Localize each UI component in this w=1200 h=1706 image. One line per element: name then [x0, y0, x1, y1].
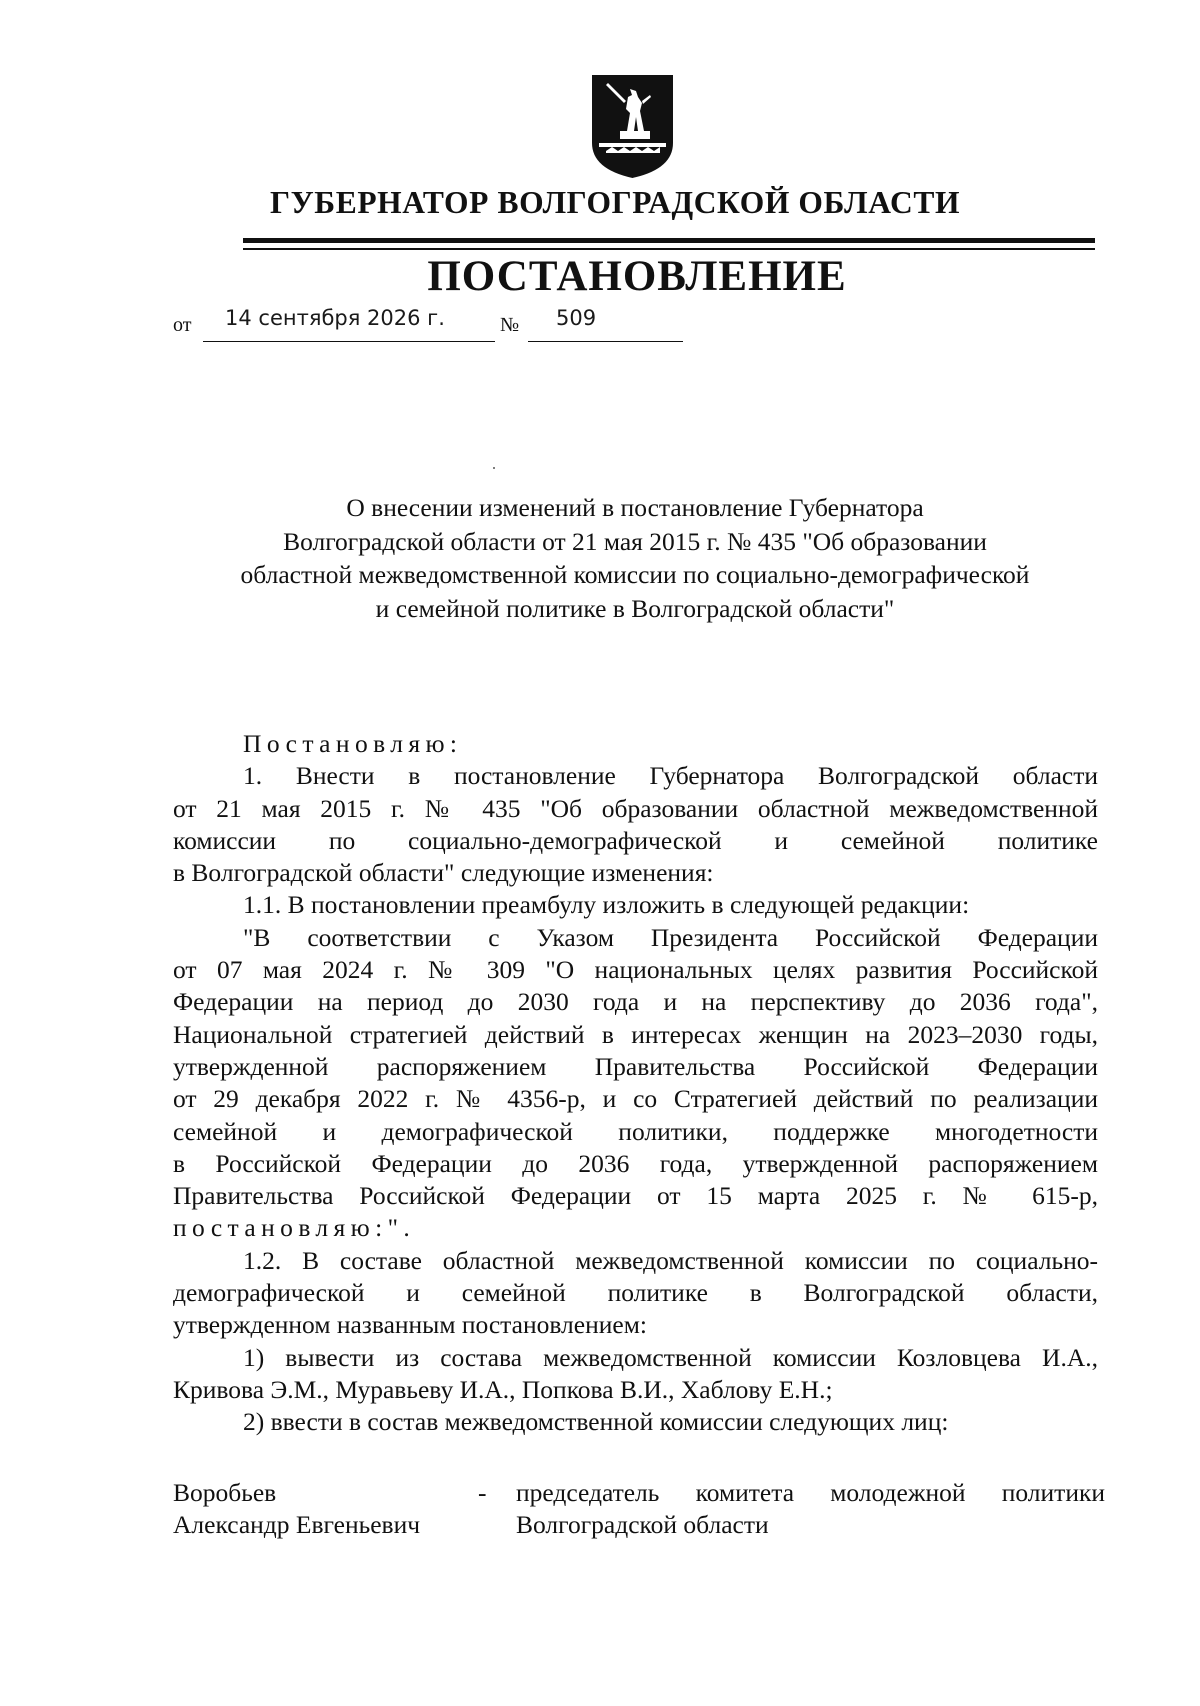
date-underline [203, 341, 495, 342]
item-1-line: Кривова Э.М., Муравьеву И.А., Попкова В.И., Хаблову Е.Н.; [173, 1374, 833, 1404]
preamble-quote-line: утвержденной распоряжением Правительства Российской Федерации [173, 1051, 1098, 1081]
number-prefix-label: № [500, 314, 520, 336]
issuing-authority-heading: ГУБЕРНАТОР ВОЛГОГРАДСКОЙ ОБЛАСТИ [269, 185, 961, 220]
member-given-names: Александр Евгеньевич [173, 1510, 421, 1540]
header-rule-thick [243, 238, 1095, 243]
member-dash: - [478, 1478, 487, 1507]
document-subject [130, 491, 1140, 625]
paragraph-1-line: комиссии по социально-демографической и семейной политике [173, 825, 1098, 855]
paragraph-1-2-line: 1.2. В составе областной межведомственной комиссии по социально- [243, 1245, 1098, 1275]
member-role: председатель комитета молодежной политики Волгоградской области [516, 1478, 1105, 1540]
member-surname: Воробьев [173, 1478, 277, 1507]
resolve-word: Постановляю: [243, 729, 463, 758]
preamble-quote-end: постановляю:". [173, 1213, 416, 1243]
preamble-quote-line: "В соответствии с Указом Президента Российской Федерации [243, 922, 1098, 952]
document-type-title: ПОСТАНОВЛЕНИЕ [427, 253, 847, 300]
header-rule-thin [243, 248, 1095, 250]
item-2: 2) ввести в состав межведомственной комиссии следующих лиц: [243, 1407, 949, 1437]
paragraph-1-line: от 21 мая 2015 г. № 435 "Об образовании областной межведомственной [173, 793, 1098, 823]
document-body [173, 728, 1098, 1439]
subject-line: и семейной политике в Волгоградской области" [375, 593, 895, 623]
date-value: 14 сентября 2026 г. [225, 306, 445, 330]
preamble-quote-line: в Российской Федерации до 2036 года, утвержденной распоряжением [173, 1148, 1098, 1178]
preamble-quote-line: Федерации на период до 2030 года и на перспективу до 2036 года", [173, 987, 1098, 1017]
member-row [173, 1477, 1105, 1543]
date-prefix-label: от [173, 314, 192, 336]
number-underline [528, 341, 683, 342]
subject-line: Волгоградской области от 21 мая 2015 г. № 435 "Об образовании [283, 526, 987, 556]
item-1-line: 1) вывести из состава межведомственной комиссии Козловцева И.А., [243, 1342, 1098, 1372]
paragraph-1-2-line: утвержденном названным постановлением: [173, 1310, 647, 1340]
preamble-quote-line: Правительства Российской Федерации от 15 марта 2025 г. № 615-р, [173, 1181, 1098, 1211]
stray-dot-mark [493, 467, 495, 469]
paragraph-1-line: 1. Внести в постановление Губернатора Волгоградской области [243, 761, 1098, 791]
number-value: 509 [556, 306, 597, 330]
commission-members-list [173, 1477, 1105, 1543]
subject-line: О внесении изменений в постановление Губернатора [346, 493, 924, 522]
volgograd-coat-of-arms-emblem [590, 73, 675, 180]
preamble-quote-line: Национальной стратегией действий в интересах женщин на 2023–2030 годы, [173, 1019, 1098, 1049]
paragraph-1-2-line: демографической и семейной политике в Волгоградской области, [173, 1278, 1098, 1308]
paragraph-1-1: 1.1. В постановлении преамбулу изложить в следующей редакции: [243, 890, 970, 920]
preamble-quote-line: от 07 мая 2024 г. № 309 "О национальных целях развития Российской [173, 955, 1098, 985]
preamble-quote-line: от 29 декабря 2022 г. № 4356-р, и со Стратегией действий по реализации [173, 1084, 1098, 1114]
paragraph-1-line: в Волгоградской области" следующие изменения: [173, 858, 714, 888]
subject-line: областной межведомственной комиссии по социально-демографической [240, 560, 1030, 589]
member-name [173, 1477, 420, 1542]
preamble-quote-line: семейной и демографической политики, поддержке многодетности [173, 1116, 1098, 1146]
